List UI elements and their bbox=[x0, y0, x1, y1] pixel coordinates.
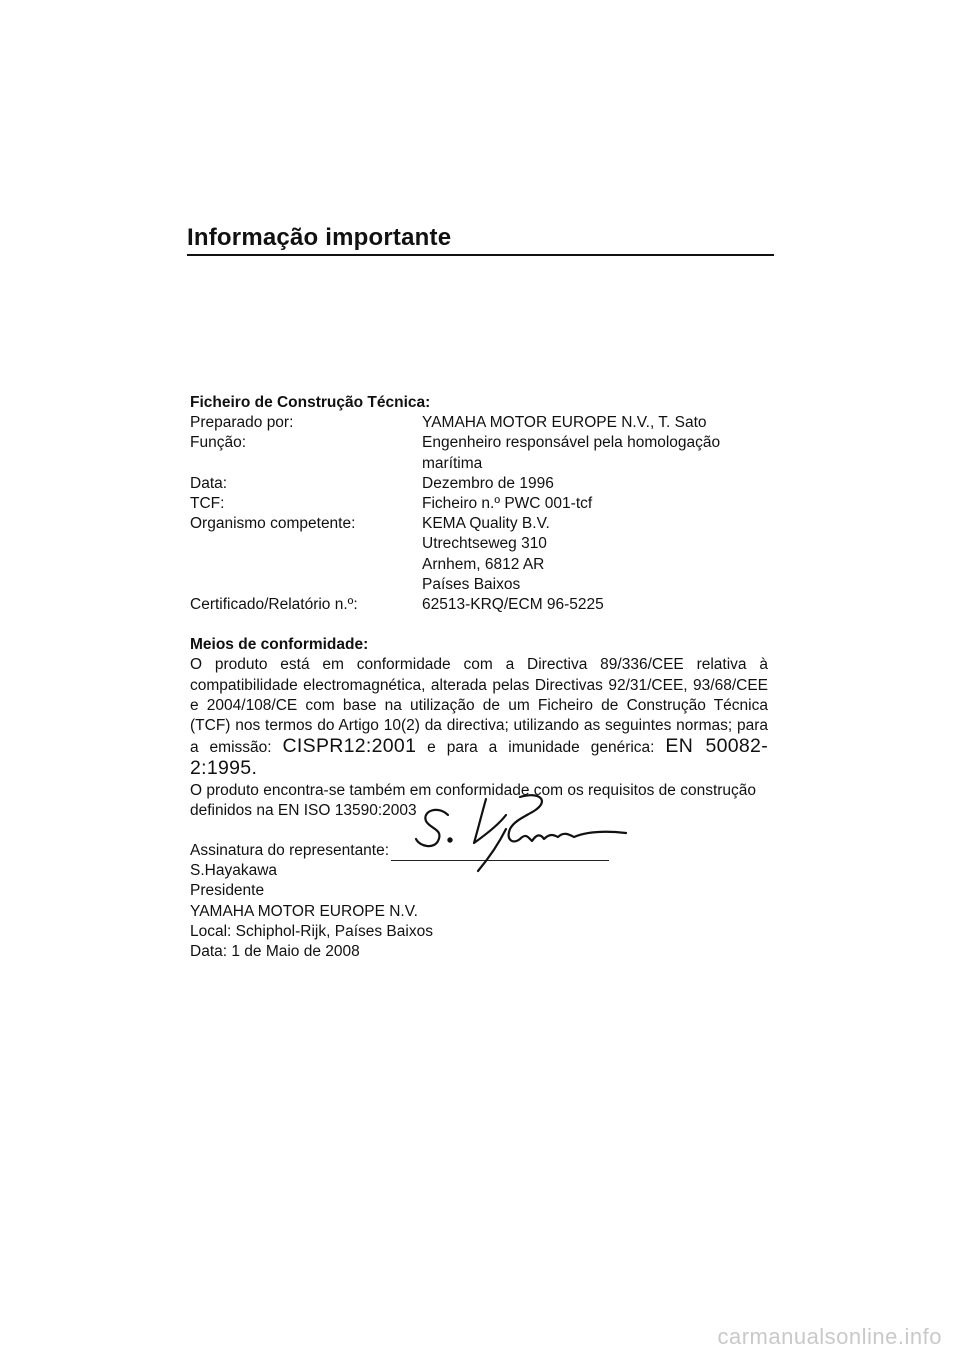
signature-place: Local: Schiphol-Rijk, Países Baixos bbox=[190, 922, 433, 940]
field-value: Ficheiro n.º PWC 001-tcf bbox=[422, 495, 593, 513]
handwritten-signature bbox=[408, 793, 638, 873]
emission-standard: CISPR12:2001 bbox=[282, 735, 417, 758]
field-row-function bbox=[190, 433, 768, 473]
field-value: YAMAHA MOTOR EUROPE N.V., T. Sato bbox=[422, 414, 707, 432]
field-label: Organismo competente: bbox=[190, 515, 356, 533]
field-label: Preparado por: bbox=[190, 414, 294, 432]
signatory-role: Presidente bbox=[190, 882, 265, 900]
signature-label: Assinatura do representante: bbox=[190, 842, 390, 860]
watermark: carmanualsonline.info bbox=[717, 1324, 942, 1349]
field-label: Data: bbox=[190, 474, 228, 492]
field-value: 62513-KRQ/ECM 96-5225 bbox=[422, 596, 604, 614]
signature-date: Data: 1 de Maio de 2008 bbox=[190, 943, 360, 961]
field-row-competent-body bbox=[190, 514, 768, 595]
field-value: Dezembro de 1996 bbox=[422, 474, 554, 492]
title-rule bbox=[187, 254, 774, 256]
field-label: Certificado/Relatório n.º: bbox=[190, 596, 358, 614]
spacer bbox=[190, 615, 768, 635]
field-row-prepared-by bbox=[190, 413, 768, 433]
field-row-certificate bbox=[190, 595, 768, 615]
page-title: Informação importante bbox=[187, 224, 452, 251]
construction-paragraph: O produto encontra-se também em conformidade com os requisitos de construção definidos na EN ISO 13590:2003 bbox=[190, 781, 757, 819]
signatory-name: S.Hayakawa bbox=[190, 862, 278, 880]
field-row-date bbox=[190, 474, 768, 494]
field-label: Função: bbox=[190, 434, 247, 452]
conformity-heading: Meios de conformidade: bbox=[190, 636, 369, 654]
field-value: Engenheiro responsável pela homologação marítima bbox=[422, 434, 721, 472]
field-value: KEMA Quality B.V. Utrechtseweg 310 Arnhem, 6812 AR Países Baixos bbox=[422, 515, 550, 593]
signatory-company: YAMAHA MOTOR EUROPE N.V. bbox=[190, 902, 418, 920]
tech-file-heading: Ficheiro de Construção Técnica: bbox=[190, 394, 431, 411]
field-label: TCF: bbox=[190, 495, 225, 513]
conformity-paragraph: O produto está em conformidade com a Directiva 89/336/CEE relativa à compatibilidade electromagnética, alterada pelas Directivas 92/31/CEE, 93/68/CEE e 2004/108/CE com base na utilização de um Ficheiro de Construção Técnica (TCF) nos termos do Artigo 10(2) da directiva; utilizando as seguintes normas; para a emissão: CISPR12:2001 e para a imunidade genérica: EN 50082-2:1995. bbox=[190, 656, 768, 780]
field-row-tcf bbox=[190, 494, 768, 514]
signature-row bbox=[190, 841, 768, 861]
immunity-standard: EN 50082-2:1995. bbox=[190, 735, 768, 780]
document-body bbox=[190, 393, 768, 962]
